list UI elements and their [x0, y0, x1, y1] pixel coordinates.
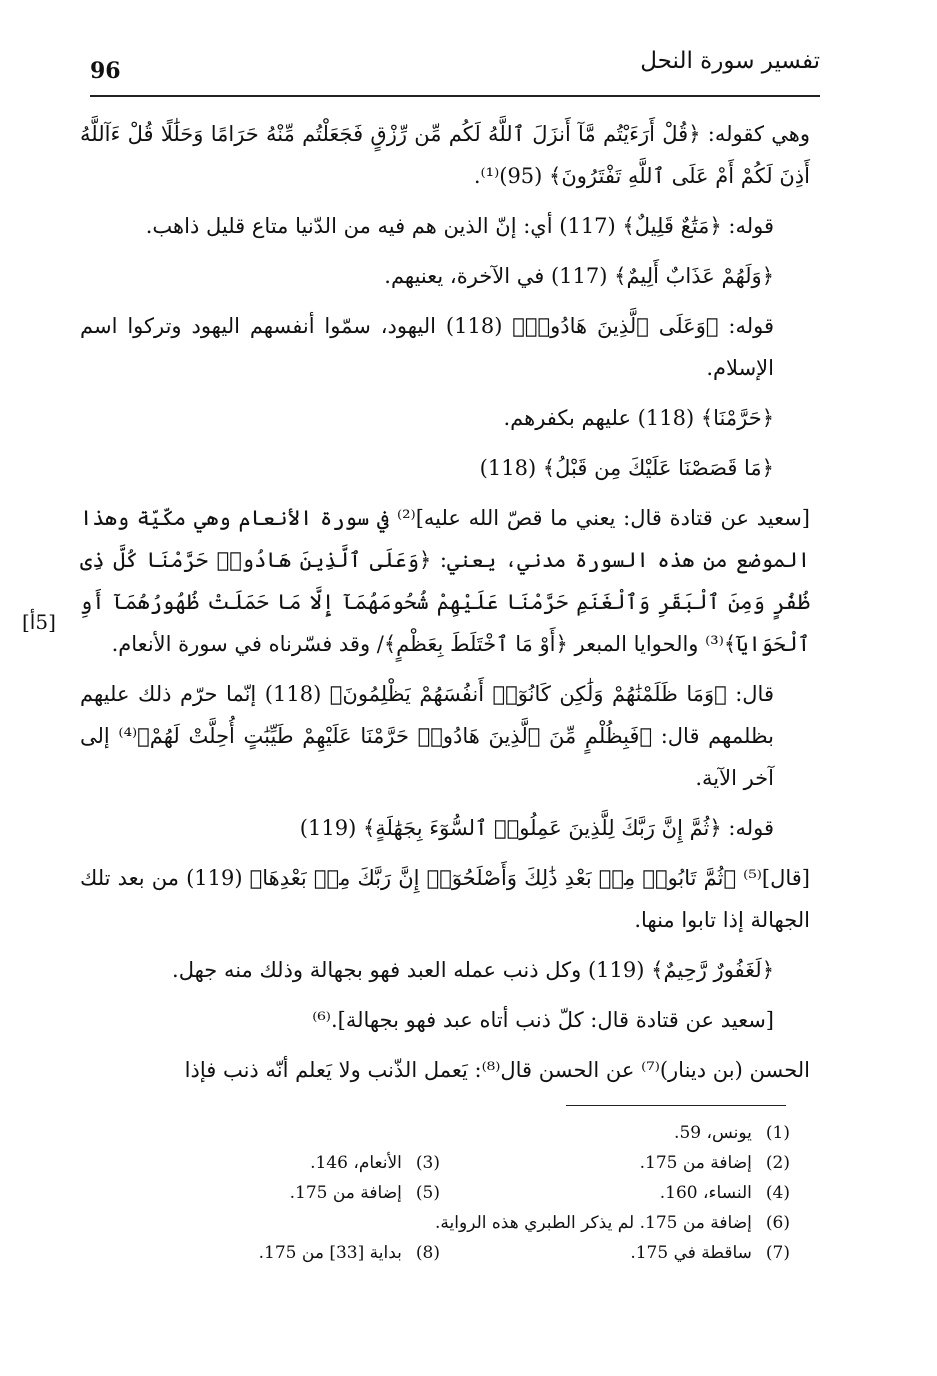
- footnote: [90, 1183, 440, 1203]
- main-text: [80, 113, 810, 1099]
- footnote-number: (5): [415, 1183, 440, 1203]
- footnote-number: (6): [765, 1213, 790, 1233]
- footnote-number: (3): [415, 1153, 440, 1173]
- footnote-text: الأنعام، 146.: [310, 1153, 402, 1173]
- footnote-row: [90, 1148, 790, 1178]
- paragraph: [سعيد عن قتادة قال: كلّ ذنب أتاه عبد فهو بجهالة].⁽⁶⁾: [312, 1008, 774, 1032]
- running-header: [90, 48, 820, 94]
- paragraph: وهي كقوله: ﴿قُلْ أَرَءَيْتُم مَّآ أَنزَلَ ٱللَّهُ لَكُم مِّن رِّزْقٍ فَجَعَلْتُم مِّنْهُ حَرَامًا وَحَلَٰلًا قُلْ ءَآللَّهُ أَذِنَ لَكُمْ أَمْ عَلَى ٱللَّهِ تَفْتَرُونَ﴾ (95)⁽¹⁾.: [80, 122, 810, 188]
- header-rule: [90, 95, 820, 97]
- footnote-text: إضافة من 175.: [639, 1153, 752, 1173]
- paragraph: ﴿وَلَهُمْ عَذَابٌ أَلِيمٌ﴾ (117) في الآخرة، يعنيهم.: [384, 264, 774, 288]
- footnote-row: [90, 1238, 790, 1268]
- footnote: [440, 1123, 790, 1143]
- footnote: [90, 1243, 440, 1263]
- footnote-number: (7): [765, 1243, 790, 1263]
- manuscript-folio-marker: [5أ]: [22, 610, 56, 634]
- footnote: [440, 1243, 790, 1263]
- paragraph: ﴿حَرَّمْنَا﴾ (118) عليهم بكفرهم.: [503, 406, 774, 430]
- footnote-text: بداية [33] من 175.: [258, 1243, 402, 1263]
- footnote-text: يونس، 59.: [674, 1123, 752, 1143]
- footnote-rule: [566, 1105, 786, 1106]
- footnote-text: إضافة من 175. لم يذكر الطبري هذه الرواية.: [435, 1213, 752, 1233]
- footnote-number: (1): [765, 1123, 790, 1143]
- footnote: [440, 1183, 790, 1203]
- footnote-text: ساقطة في 175.: [630, 1243, 752, 1263]
- paragraph: قوله: ﴿مَتَٰعٌ قَلِيلٌ﴾ (117) أي: إنّ الذين هم فيه من الدّنيا متاع قليل ذاهب.: [145, 214, 774, 238]
- paragraph: قال: ﴿وَمَا ظَلَمْنَٰهُمْ وَلَٰكِن كَانُوٓا۟ أَنفُسَهُمْ يَظْلِمُونَ﴾ (118) إنّما حرّم ذلك عليهم بظلمهم قال: ﴿فَبِظُلْمٍ مِّنَ ٱلَّذِينَ هَادُوا۟ حَرَّمْنَا عَلَيْهِمْ طَيِّبَٰتٍ أُحِلَّتْ لَهُمْ﴾⁽⁴⁾ إلى آخر الآية.: [80, 682, 774, 790]
- footnote-number: (4): [765, 1183, 790, 1203]
- footnote: [90, 1213, 790, 1233]
- paragraph: قوله: ﴿وَعَلَى ٱلَّذِينَ هَادُوا۟﴾ (118) اليهود، سمّوا أنفسهم اليهود وتركوا اسم الإسلام.: [80, 314, 774, 380]
- paragraph: [قال]⁽⁵⁾ ﴿ثُمَّ تَابُوا۟ مِنۢ بَعْدِ ذَٰلِكَ وَأَصْلَحُوٓا۟ إِنَّ رَبَّكَ مِنۢ بَعْدِهَا﴾ (119) من بعد تلك الجهالة إذا تابوا منها.: [80, 866, 810, 932]
- footnote-row: [90, 1178, 790, 1208]
- paragraph: قوله: ﴿ثُمَّ إِنَّ رَبَّكَ لِلَّذِينَ عَمِلُوا۟ ٱلسُّوٓءَ بِجَهَٰلَةٍ﴾ (119): [299, 816, 774, 840]
- footnote-text: النساء، 160.: [659, 1183, 752, 1203]
- paragraph: [سعيد عن قتادة قال: يعني ما قصّ الله عليه]⁽²⁾ في سورة الأنعام وهي مكّيّة وهذا الموضع من هذه السورة مدني، يعني: ﴿وَعَلَى ٱلَّذِينَ هَادُوا۟ حَرَّمْنَا كُلَّ ذِى ظُفُرٍ وَمِنَ ٱلْبَقَرِ وَٱلْغَنَمِ حَرَّمْنَا عَلَيْهِمْ شُحُومَهُمَآ إِلَّا مَا حَمَلَتْ ظُهُورُهُمَآ أَوِ ٱلْحَوَايَآ﴾⁽³⁾ والحوايا المبعر ﴿أَوْ مَا ٱخْتَلَطَ بِعَظْمٍ﴾/ وقد فسّرناه في سورة الأنعام.: [80, 506, 810, 656]
- running-title: تفسير سورة النحل: [640, 48, 820, 74]
- footnote-text: إضافة من 175.: [289, 1183, 402, 1203]
- footnote: [90, 1153, 440, 1173]
- footnotes: [90, 1118, 790, 1268]
- footnote-row: [90, 1208, 790, 1238]
- paragraph: ﴿لَغَفُورٌ رَّحِيمٌ﴾ (119) وكل ذنب عمله العبد فهو بجهالة وذلك منه جهل.: [172, 958, 774, 982]
- footnote-number: (8): [415, 1243, 440, 1263]
- page-number: 96: [90, 58, 121, 84]
- footnote-row: [90, 1118, 790, 1148]
- footnote: [440, 1153, 790, 1173]
- footnote-number: (2): [765, 1153, 790, 1173]
- paragraph: الحسن (بن دينار)⁽⁷⁾ عن الحسن قال⁽⁸⁾: يَعمل الذّنب ولا يَعلم أنّه ذنب فإذا: [184, 1058, 810, 1082]
- paragraph: ﴿مَا قَصَصْنَا عَلَيْكَ مِن قَبْلُ﴾ (118): [479, 456, 774, 480]
